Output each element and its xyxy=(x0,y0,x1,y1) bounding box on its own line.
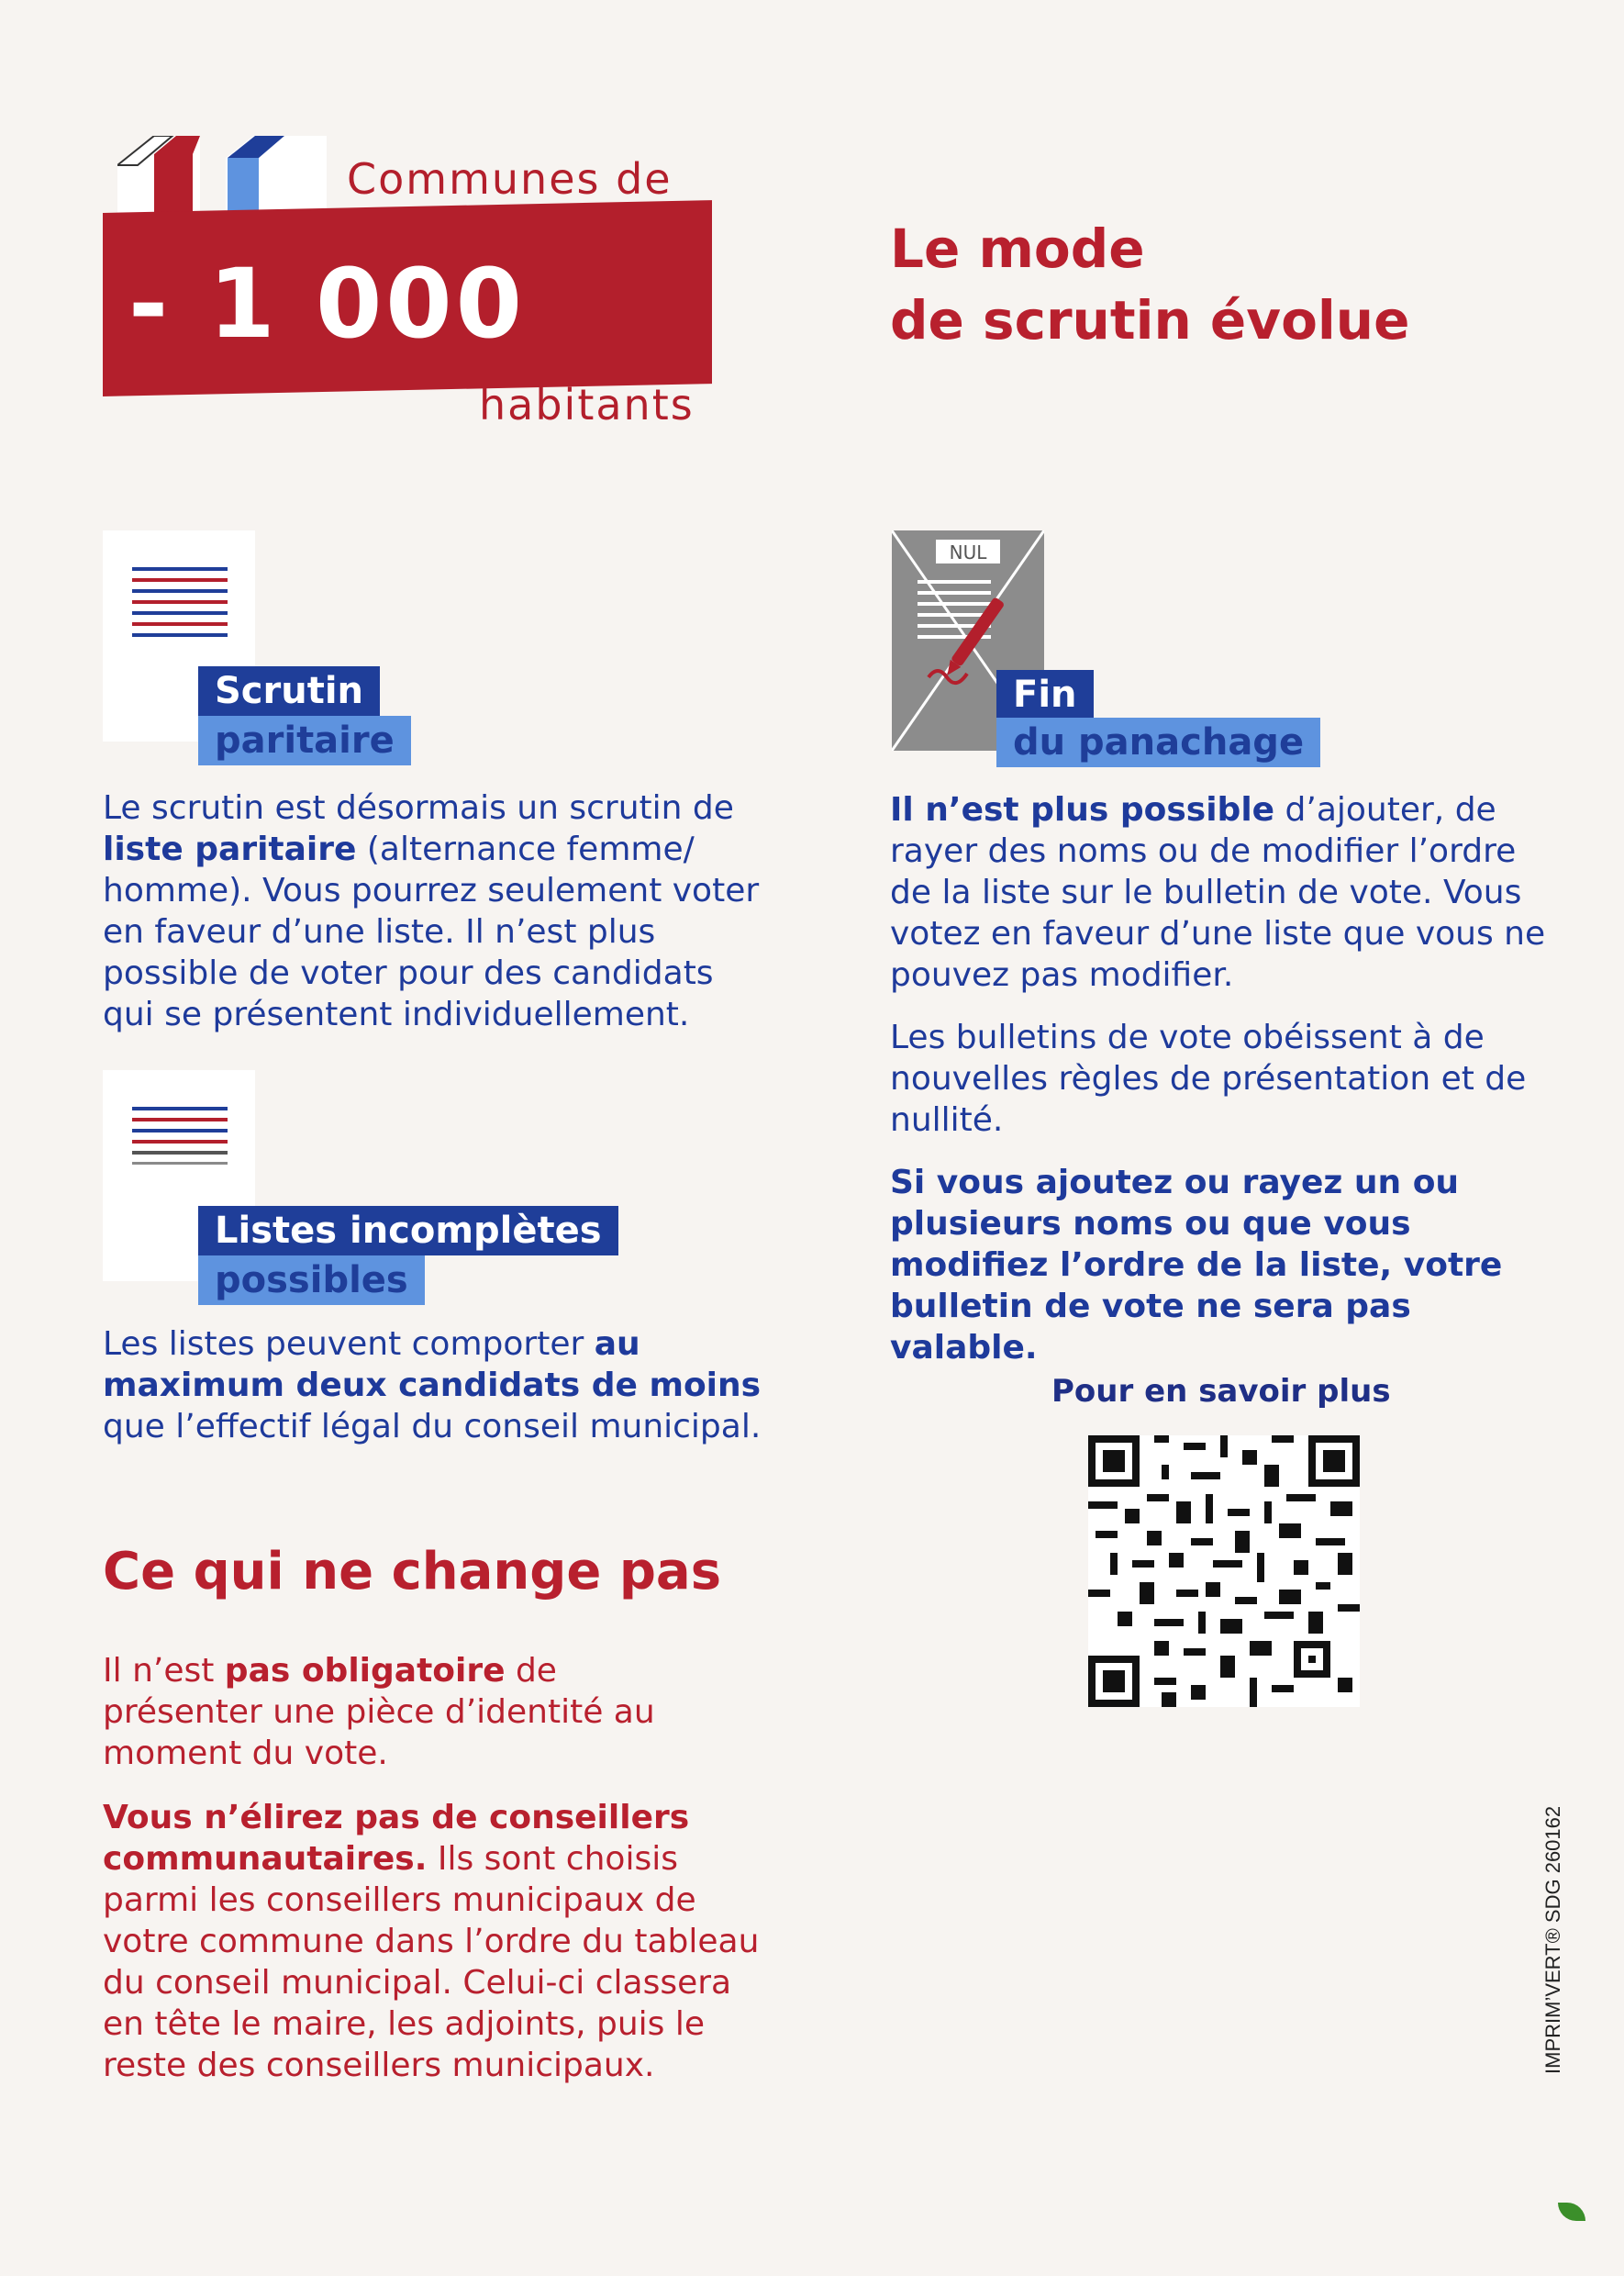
listes-text: Les listes peuvent comporter au maximum deux candidats de moins que l’effectif légal du conseil municipal. xyxy=(103,1325,762,1445)
no-change-text-1: Il n’est pas obligatoire de présenter une pièce d’identité au moment du vote. xyxy=(103,1652,655,1772)
logo-number: - 1 000 xyxy=(128,248,527,360)
nul-label: NUL xyxy=(949,541,987,563)
logo-line-bottom: habitants xyxy=(479,380,695,430)
tag-listes-incompletes: Listes incomplètes xyxy=(198,1206,618,1255)
page-title xyxy=(890,213,1409,356)
no-change-text-2: Vous n’élirez pas de conseillers communautaires. Ils sont choisis parmi les conseillers municipaux de votre commune dans l’ordre du tableau du conseil municipal. Celui-ci classera en tête le maire, les adjoints, puis le reste des conseillers municipaux. xyxy=(103,1799,760,2084)
tag-fin: Fin xyxy=(996,670,1094,720)
panachage-text-3: Si vous ajoutez ou rayez un ou plusieurs noms ou que vous modifiez l’ordre de la liste, votre bulletin de vote ne sera pas valable. xyxy=(890,1164,1503,1367)
page-title-line1: Le mode xyxy=(890,218,1145,280)
tag-possibles: possibles xyxy=(198,1255,425,1305)
qr-label: Pour en savoir plus xyxy=(1051,1373,1391,1410)
header-logo xyxy=(0,0,734,441)
logo-line-top: Communes de xyxy=(347,154,673,204)
print-code: IMPRIM’VERT® SDG 260162 xyxy=(1541,1805,1564,2074)
page-title-line2: de scrutin évolue xyxy=(890,289,1410,351)
panachage-text-2: Les bulletins de vote obéissent à de nouvelles règles de présentation et de nullité. xyxy=(890,1019,1527,1139)
tag-paritaire: paritaire xyxy=(198,716,411,765)
qr-code-icon[interactable] xyxy=(1088,1435,1360,1707)
ballot-lines-icon-2 xyxy=(132,1107,228,1180)
ballot-lines-icon xyxy=(132,567,228,650)
tag-du-panachage: du panachage xyxy=(996,718,1320,767)
leaf-icon xyxy=(1558,2203,1585,2221)
panachage-text-1: Il n’est plus possible d’ajouter, de rayer des noms ou de modifier l’ordre de la liste sur le bulletin de vote. Vous votez en faveur d’une liste que vous ne pouvez pas modifier. xyxy=(890,791,1546,994)
scrutin-text: Le scrutin est désormais un scrutin de liste paritaire (alternance femme/ homme). Vous pourrez seulement voter en faveur d’une liste. Il n’est plus possible de voter pour des candidats qui se présentent individuellement. xyxy=(103,789,760,1033)
section-title-no-change: Ce qui ne change pas xyxy=(103,1542,722,1601)
tag-scrutin: Scrutin xyxy=(198,666,380,716)
